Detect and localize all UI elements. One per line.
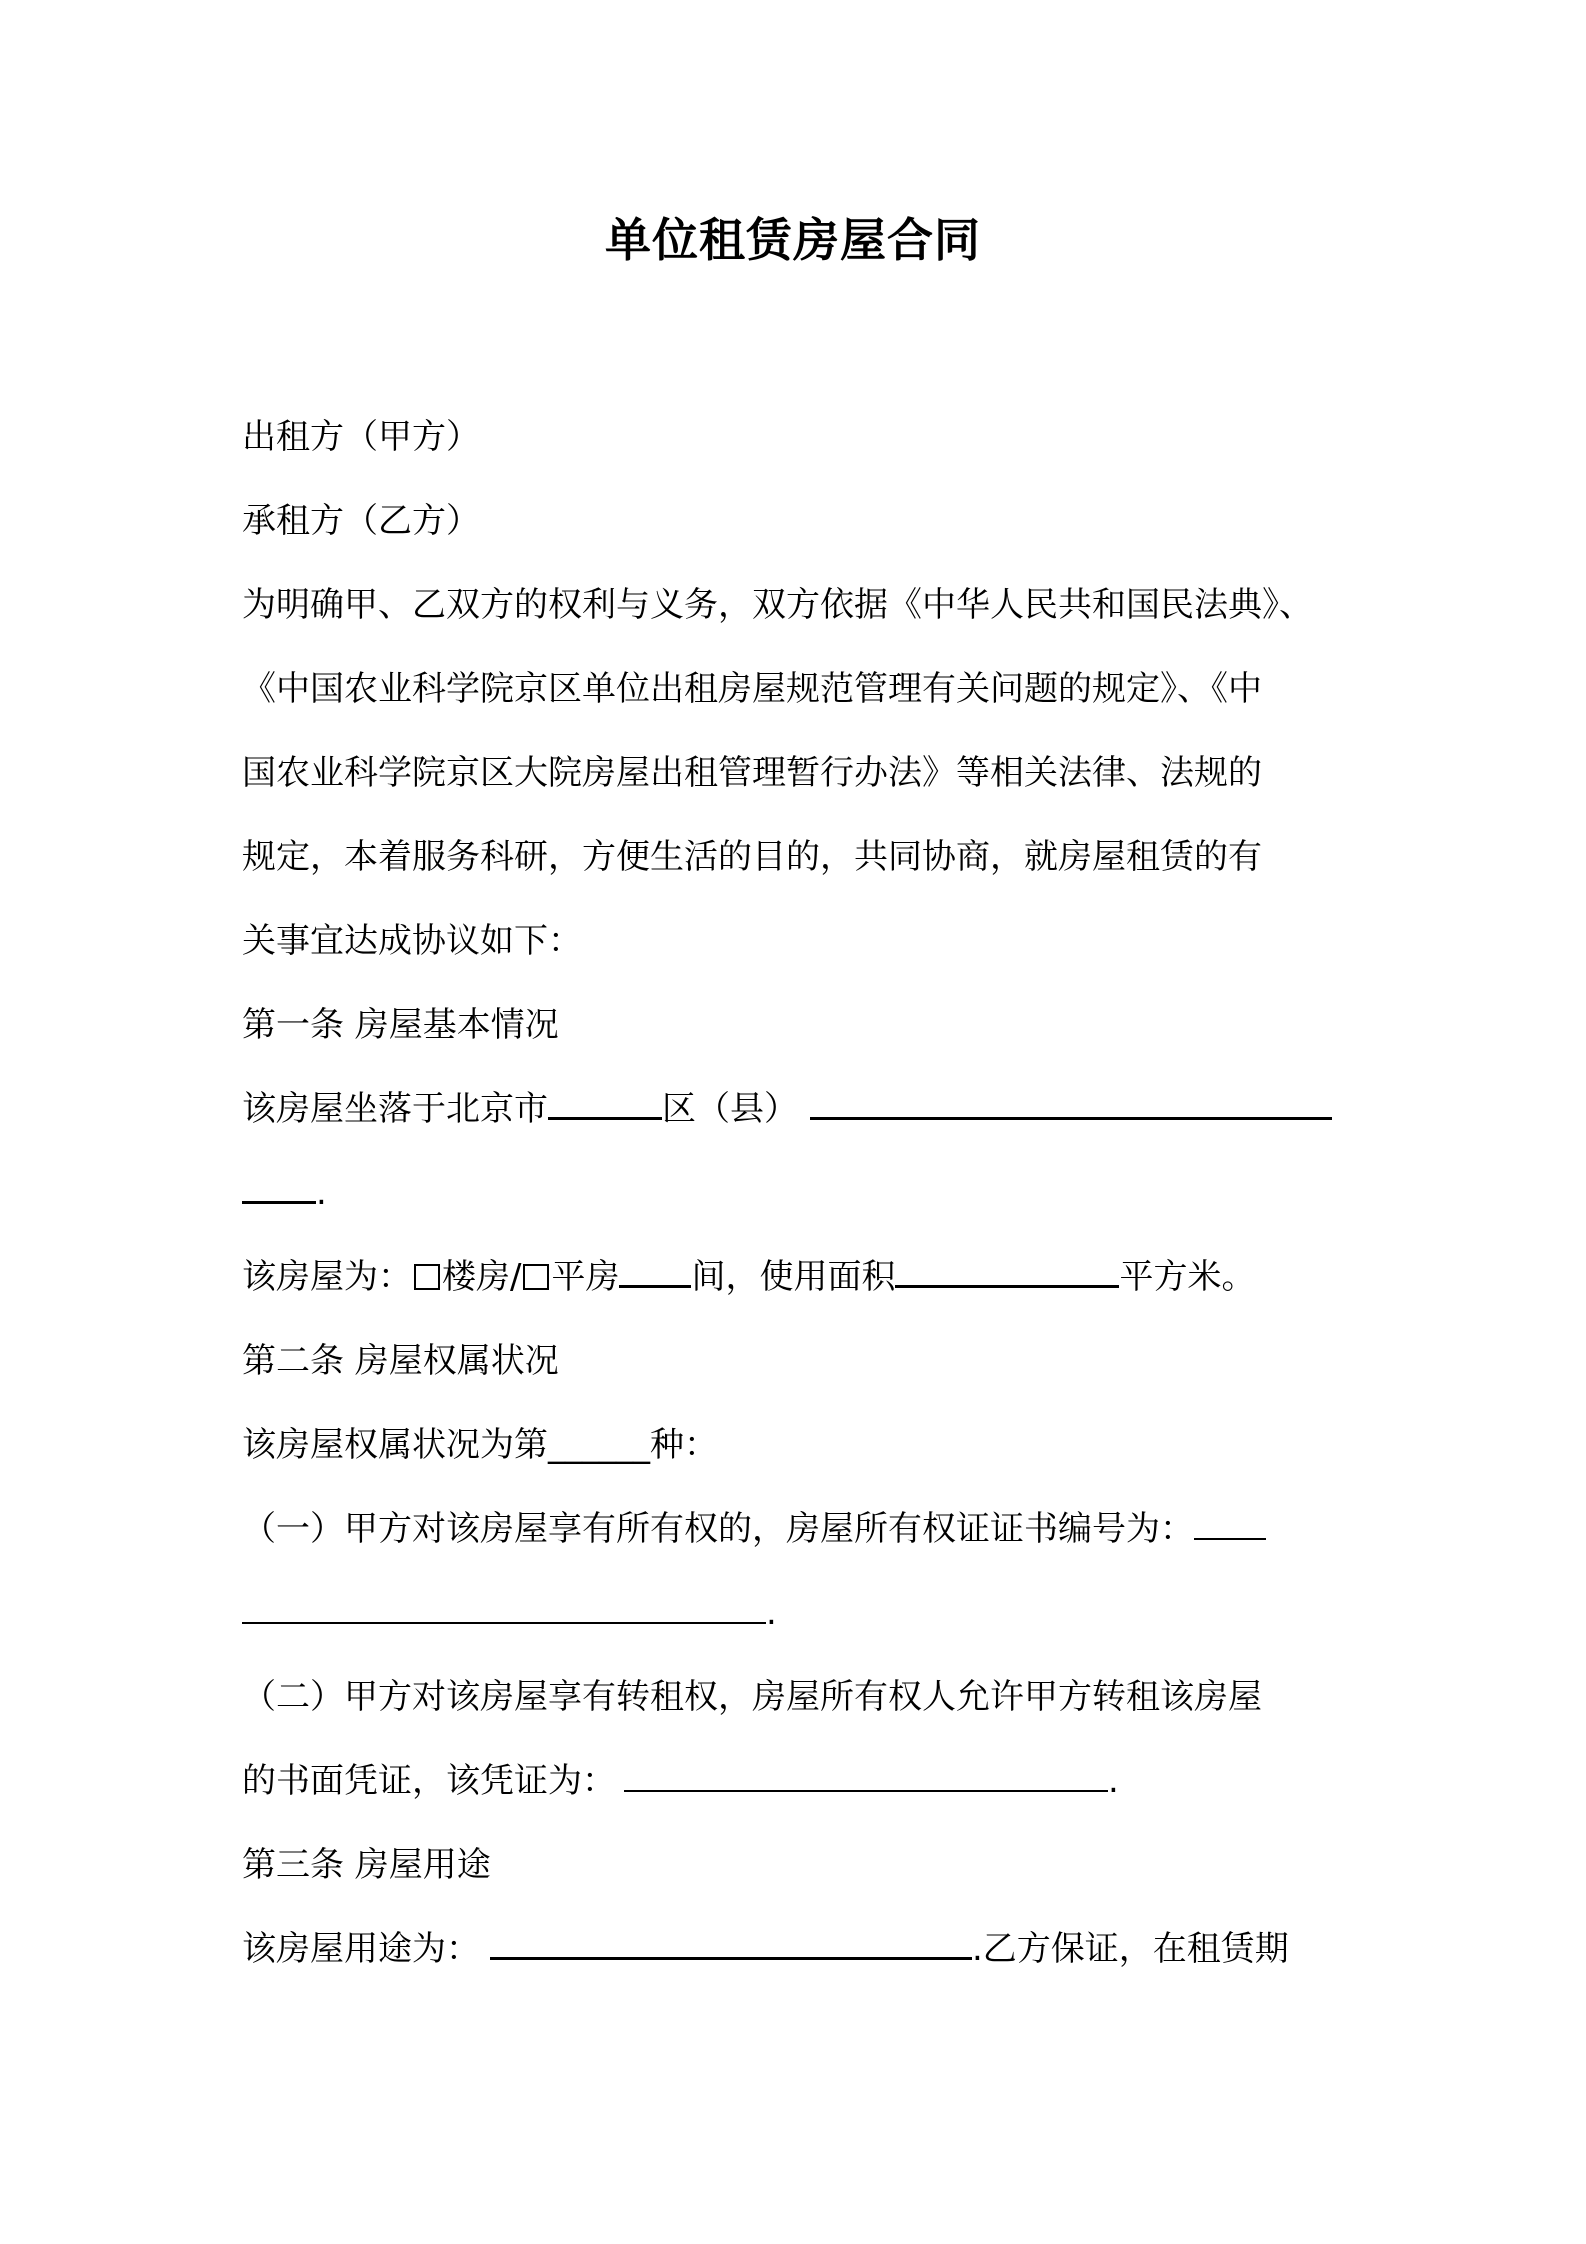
ownership-status-prefix: 该房屋权属状况为第 [242,1425,548,1465]
ownership-item-2-end: . [1108,1761,1119,1801]
certificate-number-blank-cont[interactable] [242,1590,766,1624]
rooms-blank[interactable] [619,1253,691,1288]
ownership-status-line [242,1420,1362,1470]
bungalow-option-label: 平房 [551,1257,620,1297]
area-blank[interactable] [895,1253,1119,1288]
house-use-prefix: 该房屋用途为： [242,1929,480,1969]
location-line [242,1084,1362,1134]
preamble-line-1: 为明确甲、乙双方的权利与义务，双方依据《中华人民共和国民法典》、 [242,585,1313,625]
location-line-cont [242,1168,1362,1218]
house-type-line [242,1252,1362,1302]
address-blank-cont[interactable] [242,1169,316,1204]
ownership-item-1-line [242,1504,1362,1554]
sublease-certificate-blank[interactable] [624,1758,1108,1792]
house-use-blank[interactable] [490,1925,972,1960]
area-unit: 平方米。 [1119,1257,1256,1297]
article-1-heading: 第一条 房屋基本情况 [242,1005,559,1045]
address-blank[interactable] [810,1085,1332,1120]
location-end: . [316,1173,327,1213]
certificate-number-blank[interactable] [1194,1506,1266,1540]
article-2-heading: 第二条 房屋权属状况 [242,1341,559,1381]
document-title: 单位租赁房屋合同 [605,213,981,267]
preamble-line-5: 关事宜达成协议如下： [242,921,582,961]
preamble-line-2: 《中国农业科学院京区单位出租房屋规范管理有关问题的规定》、《中 [242,669,1262,709]
location-district: 区（县） [662,1089,798,1129]
building-checkbox[interactable] [414,1264,440,1290]
house-use-line [242,1924,1362,1974]
article-3-heading: 第三条 房屋用途 [242,1845,491,1885]
building-option-label: 楼房/ [442,1257,522,1297]
house-type-prefix: 该房屋为： [242,1257,412,1297]
lessor-line: 出租方（甲方） [242,417,480,457]
location-prefix: 该房屋坐落于北京市 [242,1089,548,1129]
lessee-line: 承租方（乙方） [242,501,480,541]
bungalow-checkbox[interactable] [523,1264,549,1290]
rooms-unit: 间，使用面积 [691,1257,896,1297]
ownership-status-blank[interactable]: ______ [548,1425,650,1465]
ownership-item-1-cont [242,1588,1362,1638]
ownership-item-2-line-1: （二）甲方对该房屋享有转租权，房屋所有权人允许甲方转租该房屋 [242,1677,1262,1717]
preamble-line-4: 规定，本着服务科研，方便生活的目的，共同协商，就房屋租赁的有 [242,837,1262,877]
house-use-suffix: .乙方保证，在租赁期 [972,1929,1289,1969]
preamble-line-3: 国农业科学院京区大院房屋出租管理暂行办法》等相关法律、法规的 [242,753,1262,793]
ownership-item-1-end: . [766,1593,777,1633]
ownership-status-suffix: 种： [650,1425,718,1465]
ownership-item-2-prefix: 的书面凭证，该凭证为： [242,1761,616,1801]
ownership-item-1-text: （一）甲方对该房屋享有所有权的，房屋所有权证证书编号为： [242,1509,1194,1549]
district-blank[interactable] [548,1085,662,1120]
ownership-item-2-line-2 [242,1756,1362,1806]
